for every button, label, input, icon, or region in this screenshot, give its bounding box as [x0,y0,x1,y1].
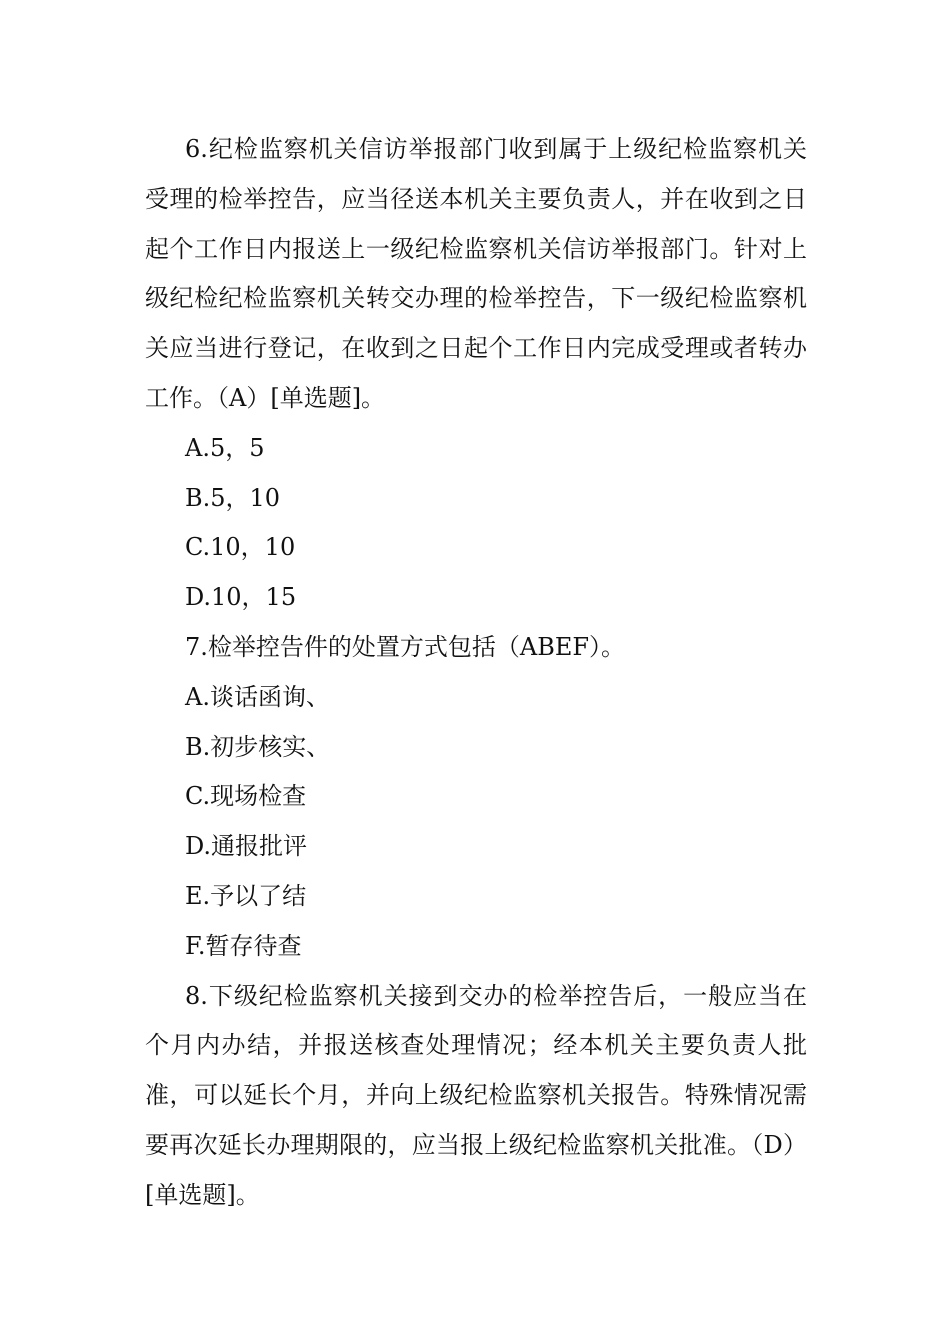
document-page [145,125,807,1221]
question-6-option-c: C.10，10 [185,533,296,562]
question-7-option-f: F.暂存待查 [185,931,302,960]
question-7-option-d: D.通报批评 [185,832,308,861]
question-6-option-a: A.5，5 [185,433,265,462]
question-7-option-c: C.现场检查 [185,782,307,811]
question-6-stem: 6.纪检监察机关信访举报部门收到属于上级纪检监察机关受理的检举控告，应当径送本机关主要负责人，并在收到之日起个工作日内报送上一级纪检监察机关信访举报部门。针对上级纪检纪检监察机关转交办理的检举控告，下一级纪检监察机关应当进行登记，在收到之日起个工作日内完成受理或者转办工作。（A）[单选题]。 [145,135,807,412]
question-7-option-e: E.予以了结 [185,881,307,910]
question-6-option-d: D.10，15 [185,583,297,612]
question-7-option-b: B.初步核实、 [185,732,331,761]
question-8-stem: 8.下级纪检监察机关接到交办的检举控告后，一般应当在个月内办结，并报送核查处理情况；经本机关主要负责人批准，可以延长个月，并向上级纪检监察机关报告。特殊情况需要再次延长办理期限的，应当报上级纪检监察机关批准。（D）[单选题]。 [145,981,807,1209]
question-7-option-a: A.谈话函询、 [185,682,330,711]
question-7-stem: 7.检举控告件的处置方式包括（ABEF）。 [185,632,626,661]
question-6-option-b: B.5，10 [185,483,281,512]
